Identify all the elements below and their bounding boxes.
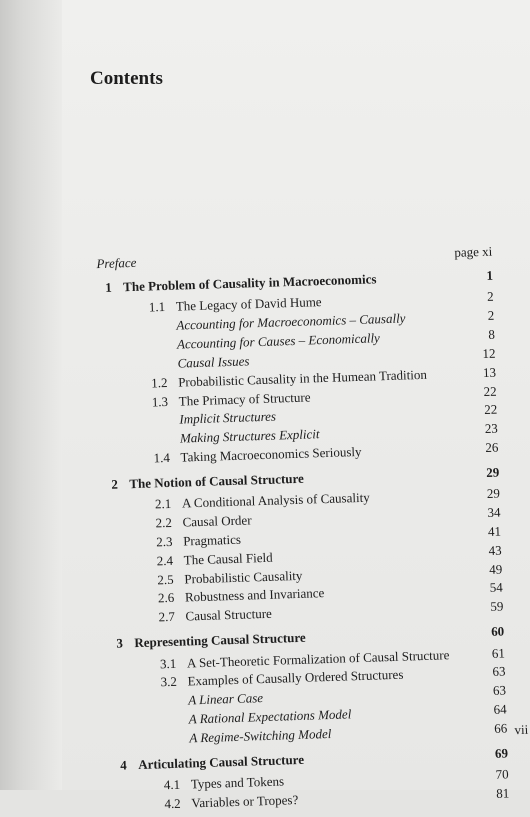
toc-entry-number: 2.3 [155,533,173,550]
toc-entry-title: The Primacy of Structure [178,389,311,409]
page-title: Contents [90,68,163,89]
toc-page-number: 63 [492,682,507,699]
toc-entry-number: 2.2 [155,514,173,531]
toc-entry-number: 4.2 [164,795,181,812]
toc-page-number: 69 [494,745,509,761]
toc-entry-title: Examples of Causally Ordered Structures [187,667,404,689]
toc-entry-title: The Causal Field [183,549,273,568]
toc-page-number: 22 [483,401,498,418]
toc-entry-title: Causal Structure [185,606,273,624]
toc-page-number: 54 [489,579,504,596]
toc-page-number: 41 [487,523,502,539]
toc-entry-title: A Conditional Analysis of Causality [181,489,370,511]
toc-entry-title: Taking Macroeconomics Seriously [180,443,362,465]
toc-entry-title: Probabilistic Causality [184,567,303,587]
toc-entry-title: Accounting for Causes – Economically [176,330,381,352]
toc-entry-number: 1.3 [151,393,169,409]
toc-entry-title: A Set-Theoretic Formalization of Causal Structure [186,646,450,670]
toc-entry-title: Types and Tokens [190,773,285,792]
toc-entry-title: Implicit Structures [179,408,277,427]
toc-page-number: 29 [485,464,500,480]
toc-page-number: 66 [493,720,508,736]
toc-page-number: 29 [486,485,501,502]
toc-entry-number: 2.1 [154,496,172,512]
toc-page-number: 64 [493,701,507,717]
toc-page-number: 13 [482,364,497,380]
toc-entry-title: Pragmatics [182,531,242,549]
toc-entry-number: 2.5 [157,571,174,587]
toc-page-number: 59 [490,598,504,615]
toc-entry-title: Making Structures Explicit [179,426,320,446]
toc-page-number: 8 [488,326,496,342]
toc-entry-title: The Legacy of David Hume [175,294,322,315]
toc-entry-title: The Problem of Causality in Macroeconomics [122,271,377,295]
toc-entry-title: Causal Issues [177,353,250,371]
toc-page-number: 1 [486,267,494,283]
toc-page-number: 81 [496,785,510,801]
toc-page-number: 23 [484,420,499,437]
toc-entry-number: 1 [104,279,112,295]
toc-entry-title: The Notion of Causal Structure [129,470,305,492]
toc-entry-number: 1.1 [148,299,166,315]
toc-entry-title: Robustness and Invariance [184,585,325,605]
toc-page-number: 70 [495,766,509,782]
toc-page-number: page xi [454,243,493,260]
toc-entry-number: 3.1 [159,655,177,671]
toc-entry-title: Probabilistic Causality in the Humean Tradition [177,366,428,390]
toc-page-number: 2 [486,289,494,305]
toc-entry-number: 3.2 [160,674,178,690]
toc-entry-title: Variables or Tropes? [191,791,299,811]
toc-entry-title: Representing Causal Structure [134,629,306,651]
toc-page-number: 34 [487,504,501,521]
toc-page-number: 49 [488,561,503,577]
toc-entry-number: 2.4 [156,552,174,569]
toc-entry-number: 1.2 [150,374,168,391]
toc-entry-title: Articulating Causal Structure [137,751,305,772]
toc-entry-title: Accounting for Macroeconomics – Causally [176,310,406,333]
toc-page-number: 61 [491,644,506,661]
toc-entry-title: A Linear Case [187,690,264,708]
toc-page-number: 2 [487,307,495,324]
toc-entry-number: 1.4 [153,449,171,466]
toc-entry-title: Causal Order [182,512,252,530]
toc-entry-title: Preface [96,254,137,272]
toc-page-number: 43 [488,542,502,558]
toc-entry-number: 4 [119,757,127,773]
toc-entry-number: 2 [111,476,119,492]
toc-page-number: 22 [483,383,497,399]
toc-entry-number: 2.7 [158,609,176,625]
toc-entry-title: A Rational Expectations Model [188,706,352,727]
toc-page-number: 12 [482,345,496,361]
toc-entry-number: 4.1 [163,776,181,793]
toc-entry-number: 3 [116,635,124,651]
toc-page-number: 63 [492,663,506,680]
toc-entry-title: A Regime-Switching Model [189,725,332,746]
folio-page-number: vii [514,721,529,738]
toc-page-number: 60 [490,623,505,640]
toc-page-number: 26 [485,439,499,456]
toc-entry-number: 2.6 [157,590,175,606]
